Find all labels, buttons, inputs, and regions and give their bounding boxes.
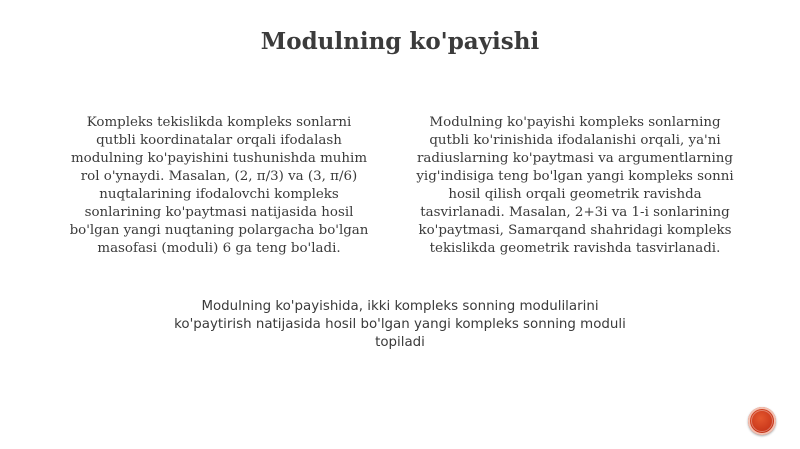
circle-next-icon	[751, 410, 773, 432]
right-paragraph: Modulning ko'payishi kompleks sonlarning qutbli ko'rinishida ifodalanishi orqali, ya'ni radiuslarning ko'paytmasi va argumentlarning yig'indisiga teng bo'lgan yangi kompleks sonni hosil qilish orqali geometrik ravishda tasvirlanadi. Masalan, 2+3i va 1-i sonlarining ko'paytmasi, Samarqand shahridagi kompleks tekislikda geometrik ravishda tasvirlanadi.	[416, 115, 734, 256]
left-paragraph: Kompleks tekislikda kompleks sonlarni qutbli koordinatalar orqali ifodalash modulning ko'payishini tushunishda muhim rol o'ynaydi. Masalan, (2, π/3) va (3, π/6) nuqtalarining ifodalovchi kompleks sonlarining ko'paytmasi natijasida hosil bo'lgan yangi nuqtaning polargacha bo'lgan masofasi (moduli) 6 ga teng bo'ladi.	[69, 115, 369, 256]
next-slide-button[interactable]	[748, 407, 776, 435]
bottom-paragraph: Modulning ko'payishida, ikki kompleks sonning modulilarini ko'paytirish natijasida hosil bo'lgan yangi kompleks sonning moduli topiladi	[174, 299, 626, 350]
slide-title: Modulning ko'payishi	[260, 28, 540, 55]
